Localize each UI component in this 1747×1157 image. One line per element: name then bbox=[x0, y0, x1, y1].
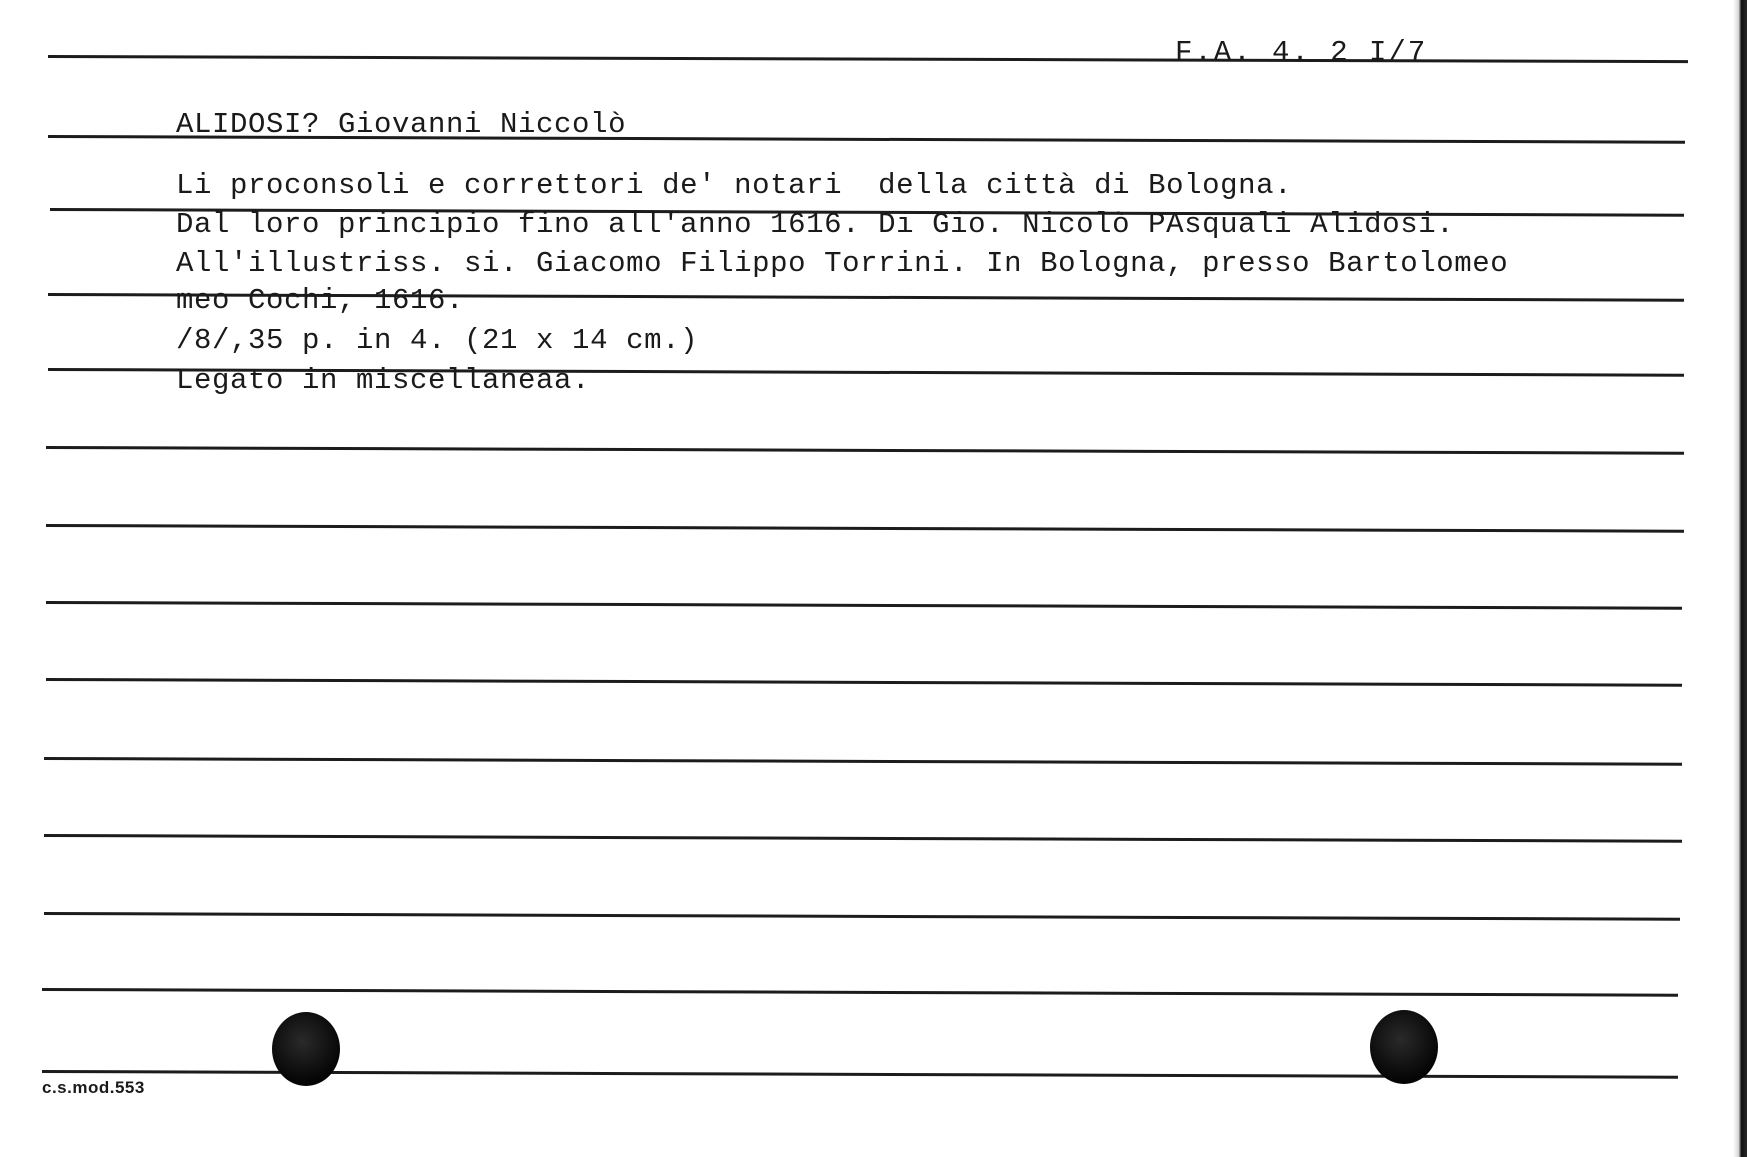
collation-line: /8/,35 p. in 4. (21 x 14 cm.) bbox=[176, 324, 699, 357]
note-line: Legato in miscellaneaa. bbox=[176, 364, 591, 397]
rule-line bbox=[42, 988, 1678, 997]
rule-line bbox=[44, 834, 1682, 843]
shelfmark: F.A. 4. 2 I/7 bbox=[1175, 36, 1428, 69]
scan-edge bbox=[1733, 0, 1747, 1157]
dedication-line: All'illustriss. si. Giacomo Filippo Torrini. In Bologna, presso Bartolomeo bbox=[176, 247, 1509, 280]
rule-line bbox=[48, 55, 1688, 63]
form-code: c.s.mod.553 bbox=[42, 1078, 145, 1097]
punch-hole-left bbox=[272, 1012, 340, 1086]
rule-line bbox=[46, 678, 1682, 687]
punch-hole-right bbox=[1370, 1010, 1438, 1084]
author-heading: ALIDOSI? Giovanni Niccolò bbox=[176, 108, 627, 141]
rule-line bbox=[46, 524, 1684, 533]
rule-line bbox=[46, 446, 1684, 455]
title-line: Li proconsoli e correttori de' notari della città di Bologna. bbox=[176, 169, 1293, 202]
title-line: Dal loro principio fino all'anno 1616. Di Gio. Nicolò PAsquali Alidosi. bbox=[176, 208, 1455, 241]
rule-line bbox=[46, 601, 1682, 610]
rule-line bbox=[44, 757, 1682, 766]
imprint-line: meo Cochi, 1616. bbox=[176, 284, 465, 317]
rule-line bbox=[44, 912, 1680, 921]
